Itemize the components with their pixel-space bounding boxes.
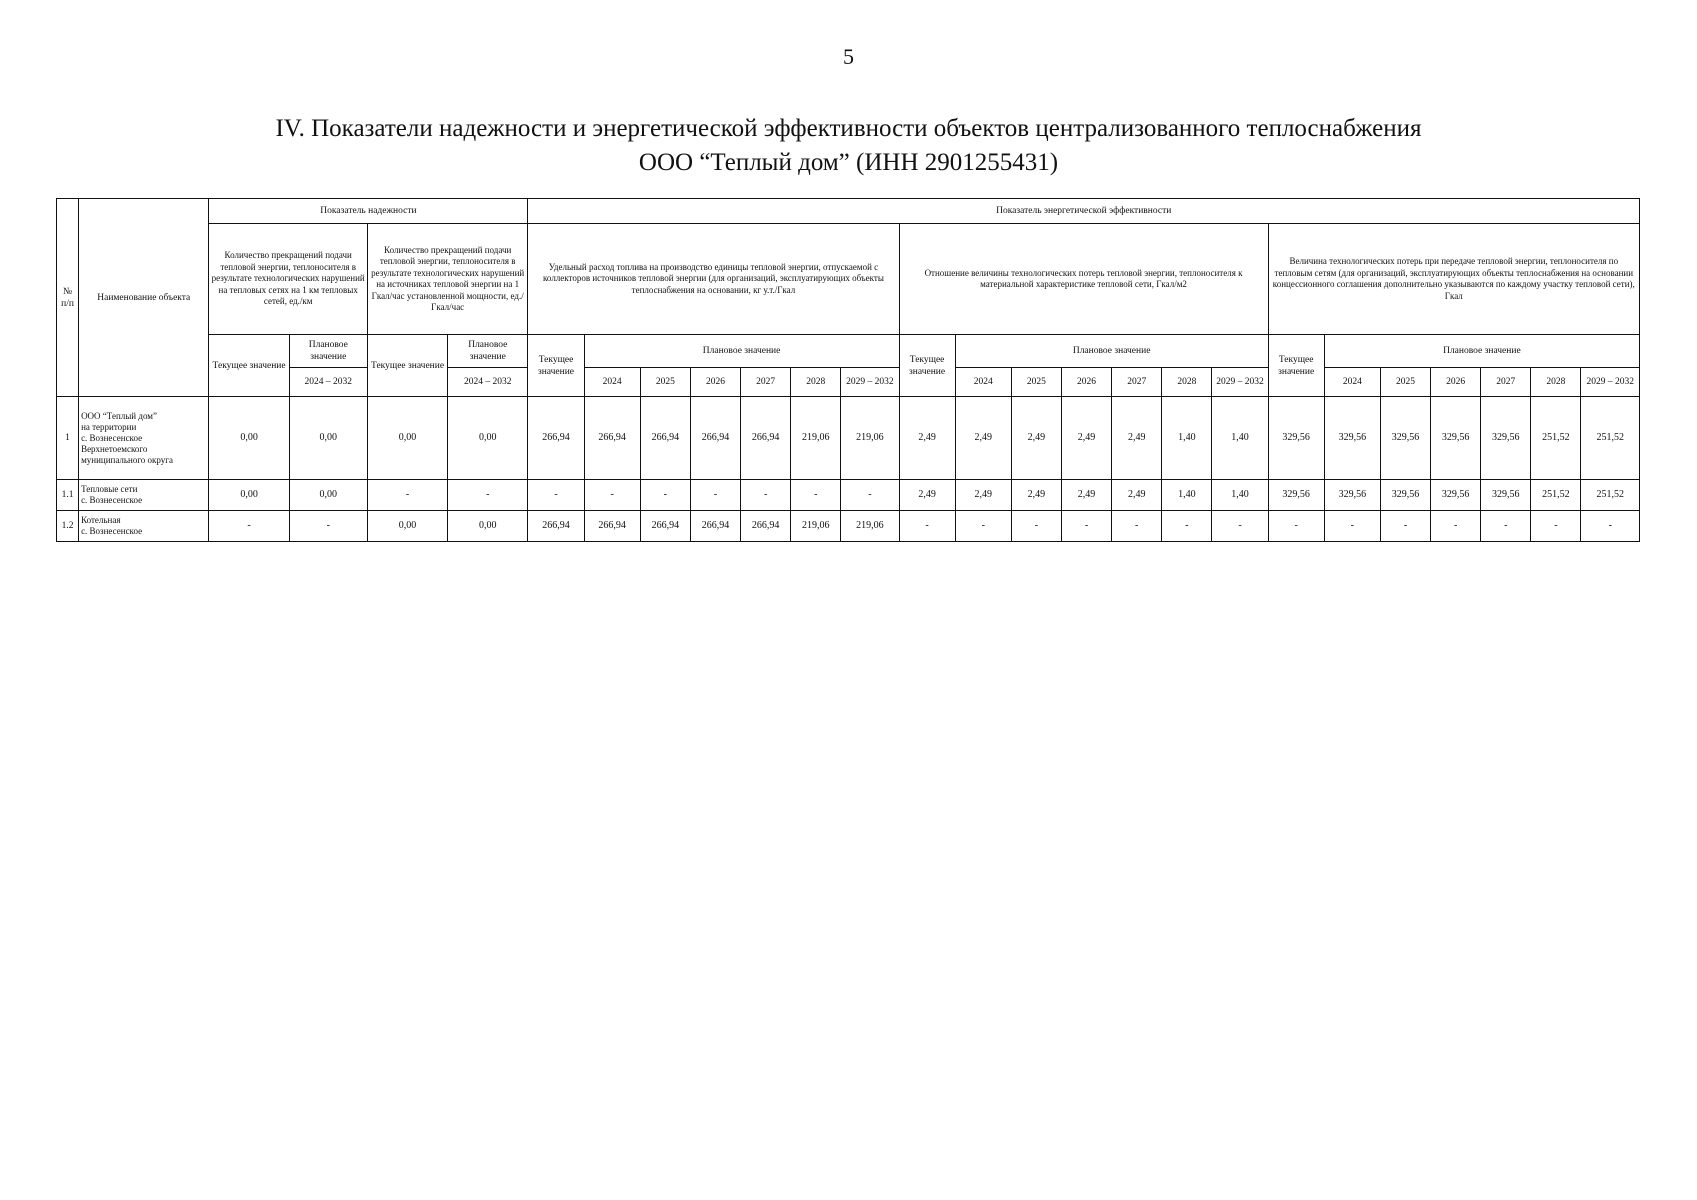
table-cell: 329,56 <box>1380 397 1430 480</box>
table-cell: 251,52 <box>1531 397 1581 480</box>
header-efficiency-indicator-2: Отношение величины технологических потерь тепловой энергии, теплоносителя к материальной характеристике тепловой сети, Гкал/м2 <box>899 224 1268 335</box>
table-row <box>57 480 1640 511</box>
row-name-line: на территории <box>81 421 137 432</box>
table-cell: 329,56 <box>1481 480 1531 511</box>
table-cell: - <box>640 480 690 511</box>
table-cell: - <box>690 480 740 511</box>
row-name-line: Верхнетоемского <box>81 443 148 454</box>
row-name-line: ООО “Теплый дом” <box>81 410 157 421</box>
indicators-table-wrapper <box>56 198 1640 542</box>
table-cell: 329,56 <box>1431 480 1481 511</box>
header-year: 2028 <box>1531 368 1581 397</box>
header-year: 2027 <box>1112 368 1162 397</box>
row-name <box>79 511 209 542</box>
table-cell: 2,49 <box>899 397 955 480</box>
table-cell: - <box>367 480 447 511</box>
header-year: 2029 – 2032 <box>841 368 899 397</box>
header-reliability-indicator-2: Количество прекращений подачи тепловой энергии, теплоносителя в результате технологических нарушений на источниках тепловой энергии на 1 Гкал/час установленной мощности, ед./Гкал/час <box>367 224 528 335</box>
header-planned-value: Плановое значение <box>1324 335 1639 368</box>
header-planned-value: Плановое значение <box>955 335 1268 368</box>
header-name: Наименование объекта <box>79 199 209 397</box>
table-cell: - <box>1112 511 1162 542</box>
table-cell: - <box>1162 511 1212 542</box>
row-num: 1 <box>57 397 79 480</box>
table-cell: - <box>528 480 584 511</box>
table-cell: - <box>209 511 289 542</box>
header-planned-value: Плановое значение <box>448 335 528 368</box>
table-cell: - <box>791 480 841 511</box>
header-year: 2026 <box>1061 368 1111 397</box>
row-name-line: муниципального округа <box>81 454 173 465</box>
table-cell: 266,94 <box>640 511 690 542</box>
table-cell: 329,56 <box>1380 480 1430 511</box>
table-cell: - <box>1212 511 1268 542</box>
header-current-value: Текущее значение <box>367 335 447 397</box>
header-reliability-indicator-1: Количество прекращений подачи тепловой энергии, теплоносителя в результате технологических нарушений на тепловых сетях на 1 км тепловых сетей, ед./км <box>209 224 367 335</box>
table-cell: 219,06 <box>841 511 899 542</box>
table-cell: - <box>1481 511 1531 542</box>
header-current-value: Текущее значение <box>528 335 584 397</box>
header-year: 2028 <box>1162 368 1212 397</box>
table-cell: - <box>741 480 791 511</box>
page-number: 5 <box>843 44 854 69</box>
table-cell: 329,56 <box>1431 397 1481 480</box>
table-cell: - <box>1380 511 1430 542</box>
table-cell: 2,49 <box>955 480 1011 511</box>
table-cell: 329,56 <box>1268 480 1324 511</box>
table-cell: - <box>841 480 899 511</box>
page-title <box>0 112 1697 180</box>
header-year: 2026 <box>1431 368 1481 397</box>
table-cell: 251,52 <box>1581 480 1640 511</box>
table-cell: 2,49 <box>1061 397 1111 480</box>
table-cell: 0,00 <box>289 397 367 480</box>
table-cell: 219,06 <box>841 397 899 480</box>
title-line-1: IV. Показатели надежности и энергетической эффективности объектов централизованного теплоснабжения <box>275 115 1422 142</box>
row-name-line: с. Вознесенское <box>81 495 143 505</box>
table-cell: - <box>955 511 1011 542</box>
table-cell: - <box>1011 511 1061 542</box>
row-name-line: с. Вознесенское <box>81 432 143 443</box>
table-cell: 0,00 <box>448 511 528 542</box>
table-cell: 0,00 <box>367 397 447 480</box>
table-cell: 329,56 <box>1268 397 1324 480</box>
header-efficiency-indicator-3: Величина технологических потерь при передаче тепловой энергии, теплоносителя по тепловым сетям (для организаций, эксплуатирующих объекты теплоснабжения на основании концессионного соглашения дополнительно указываются по каждому участку тепловой сети), Гкал <box>1268 224 1639 335</box>
table-cell: 1,40 <box>1212 397 1268 480</box>
table-cell: 0,00 <box>448 397 528 480</box>
header-reliability-group: Показатель надежности <box>209 199 528 224</box>
table-cell: - <box>1061 511 1111 542</box>
table-cell: 266,94 <box>528 511 584 542</box>
header-current-value: Текущее значение <box>899 335 955 397</box>
row-name <box>79 397 209 480</box>
table-cell: 219,06 <box>791 511 841 542</box>
table-cell: - <box>584 480 640 511</box>
header-year: 2029 – 2032 <box>1212 368 1268 397</box>
table-cell: 0,00 <box>209 480 289 511</box>
table-cell: 0,00 <box>367 511 447 542</box>
table-row <box>57 397 1640 480</box>
header-num: № п/п <box>57 199 79 397</box>
table-cell: 266,94 <box>741 397 791 480</box>
table-cell: - <box>1324 511 1380 542</box>
header-year: 2025 <box>1380 368 1430 397</box>
header-planned-value: Плановое значение <box>584 335 899 368</box>
row-name-line: Котельная <box>81 515 121 525</box>
table-cell: - <box>289 511 367 542</box>
table-cell: 2,49 <box>1112 397 1162 480</box>
table-cell: 1,40 <box>1162 397 1212 480</box>
table-cell: - <box>1581 511 1640 542</box>
row-num: 1.1 <box>57 480 79 511</box>
header-year: 2024 <box>955 368 1011 397</box>
header-period: 2024 – 2032 <box>289 368 367 397</box>
table-cell: 266,94 <box>690 511 740 542</box>
header-year: 2025 <box>1011 368 1061 397</box>
table-cell: 329,56 <box>1324 480 1380 511</box>
table-cell: 266,94 <box>640 397 690 480</box>
table-cell: 2,49 <box>899 480 955 511</box>
table-cell: 2,49 <box>1112 480 1162 511</box>
header-year: 2024 <box>1324 368 1380 397</box>
table-cell: 266,94 <box>584 511 640 542</box>
table-cell: 2,49 <box>1061 480 1111 511</box>
table-cell: 266,94 <box>741 511 791 542</box>
table-cell: - <box>1268 511 1324 542</box>
header-year: 2024 <box>584 368 640 397</box>
row-name-line: Тепловые сети <box>81 484 138 494</box>
table-cell: 266,94 <box>690 397 740 480</box>
header-year: 2027 <box>1481 368 1531 397</box>
table-cell: 1,40 <box>1212 480 1268 511</box>
table-cell: 266,94 <box>528 397 584 480</box>
table-cell: 0,00 <box>289 480 367 511</box>
header-current-value: Текущее значение <box>209 335 289 397</box>
table-row <box>57 511 1640 542</box>
table-cell: - <box>448 480 528 511</box>
table-cell: - <box>899 511 955 542</box>
table-cell: 2,49 <box>1011 480 1061 511</box>
header-year: 2025 <box>640 368 690 397</box>
header-planned-value: Плановое значение <box>289 335 367 368</box>
title-line-2: ООО “Теплый дом” (ИНН 2901255431) <box>638 149 1059 176</box>
table-cell: 2,49 <box>1011 397 1061 480</box>
header-efficiency-group: Показатель энергетической эффективности <box>528 199 1640 224</box>
table-cell: 0,00 <box>209 397 289 480</box>
indicators-table <box>56 198 1640 542</box>
table-cell: 2,49 <box>955 397 1011 480</box>
table-cell: 329,56 <box>1324 397 1380 480</box>
table-cell: 266,94 <box>584 397 640 480</box>
table-cell: 219,06 <box>791 397 841 480</box>
header-current-value: Текущее значение <box>1268 335 1324 397</box>
table-cell: - <box>1531 511 1581 542</box>
header-year: 2029 – 2032 <box>1581 368 1640 397</box>
header-efficiency-indicator-1: Удельный расход топлива на производство единицы тепловой энергии, отпускаемой с коллекторов источников тепловой энергии (для организаций, эксплуатирующих объекты теплоснабжения на основании, кг у.т./Гкал <box>528 224 899 335</box>
row-num: 1.2 <box>57 511 79 542</box>
table-cell: 251,52 <box>1531 480 1581 511</box>
table-cell: 251,52 <box>1581 397 1640 480</box>
header-year: 2026 <box>690 368 740 397</box>
table-cell: 1,40 <box>1162 480 1212 511</box>
table-cell: - <box>1431 511 1481 542</box>
header-year: 2027 <box>741 368 791 397</box>
row-name-line: с. Вознесенское <box>81 526 143 536</box>
row-name <box>79 480 209 511</box>
header-period: 2024 – 2032 <box>448 368 528 397</box>
table-cell: 329,56 <box>1481 397 1531 480</box>
header-year: 2028 <box>791 368 841 397</box>
